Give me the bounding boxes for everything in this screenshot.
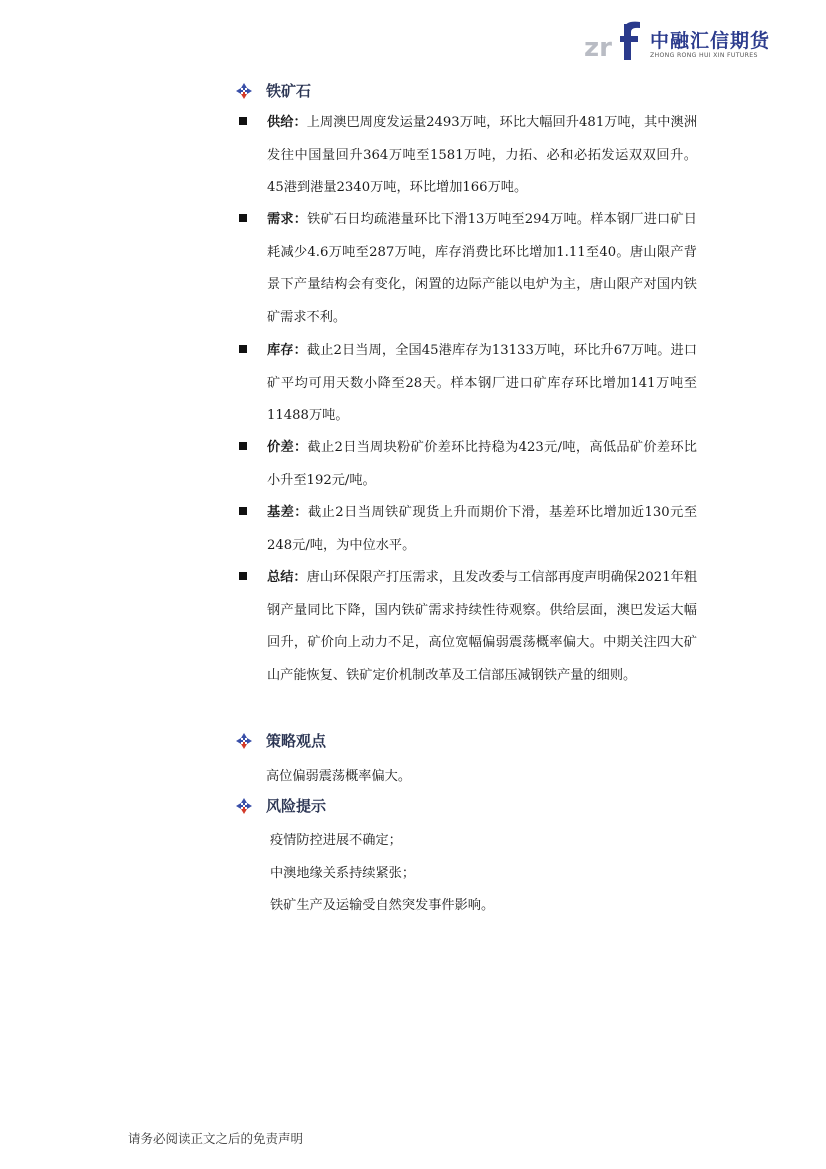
black-square-icon — [239, 507, 247, 515]
bullet-label: 库存： — [267, 343, 307, 358]
bullet-body: 上周澳巴周度发运量2493万吨，环比大幅回升481万吨，其中澳洲发往中国量回升364万吨至1581万吨，力拓、必和必拓发运双双回升。45港到港量2340万吨，环比增加166万吨。 — [267, 115, 698, 195]
svg-text:zr: zr — [584, 33, 612, 63]
bullet-label: 供给： — [267, 115, 307, 130]
logo-english-name: ZHONG RONG HUI XIN FUTURES — [650, 52, 758, 59]
four-way-arrow-icon — [236, 733, 252, 749]
four-way-arrow-icon — [236, 83, 252, 99]
zrf-logo-icon — [584, 20, 646, 64]
bullet-label: 需求： — [267, 212, 308, 227]
bullet-body: 截止2日当周铁矿现货上升而期价下滑，基差环比增加近130元至248元/吨，为中位水平。 — [267, 505, 698, 553]
risk-item: 中澳地缘关系持续紧张； — [270, 866, 416, 881]
strategy-text: 高位偏弱震荡概率偏大。 — [266, 769, 412, 784]
black-square-icon — [239, 117, 247, 125]
section-title: 策略观点 — [266, 732, 327, 750]
bullet-label: 总结： — [267, 570, 307, 585]
disclaimer-note: 请务必阅读正文之后的免责声明 — [128, 1131, 304, 1146]
bullet-body: 铁矿石日均疏港量环比下滑13万吨至294万吨。样本钢厂进口矿日耗减少4.6万吨至287万吨，库存消费比环比增加1.11至40。唐山限产背景下产量结构会有变化，闲置的边际产能以电炉为主，唐山限产对国内铁矿需求不利。 — [267, 212, 697, 325]
black-square-icon — [239, 214, 247, 222]
four-way-arrow-icon — [236, 798, 252, 814]
black-square-icon — [239, 345, 247, 353]
logo-chinese-name: 中融汇信期货 — [650, 30, 771, 52]
section-title: 风险提示 — [266, 797, 327, 815]
black-square-icon — [239, 442, 247, 450]
black-square-icon — [239, 572, 247, 580]
bullet-label: 基差： — [267, 505, 308, 520]
risk-item: 疫情防控进展不确定； — [270, 833, 402, 848]
bullet-body: 截止2日当周块粉矿价差环比持稳为423元/吨，高低品矿价差环比小升至192元/吨。 — [267, 440, 697, 488]
section-title: 铁矿石 — [266, 82, 312, 100]
risk-item: 铁矿生产及运输受自然突发事件影响。 — [270, 898, 495, 913]
bullet-body: 截止2日当周，全国45港库存为13133万吨，环比升67万吨。进口矿平均可用天数小降至28天。样本钢厂进口矿库存环比增加141万吨至11488万吨。 — [267, 343, 698, 423]
bullet-label: 价差： — [267, 440, 308, 455]
company-logo — [584, 20, 784, 64]
bullet-body: 唐山环保限产打压需求，且发改委与工信部再度声明确保2021年粗钢产量同比下降，国内铁矿需求持续性待观察。供给层面，澳巴发运大幅回升，矿价向上动力不足，高位宽幅偏弱震荡概率偏大。中期关注四大矿山产能恢复、铁矿定价机制改革及工信部压减钢铁产量的细则。 — [267, 570, 698, 683]
